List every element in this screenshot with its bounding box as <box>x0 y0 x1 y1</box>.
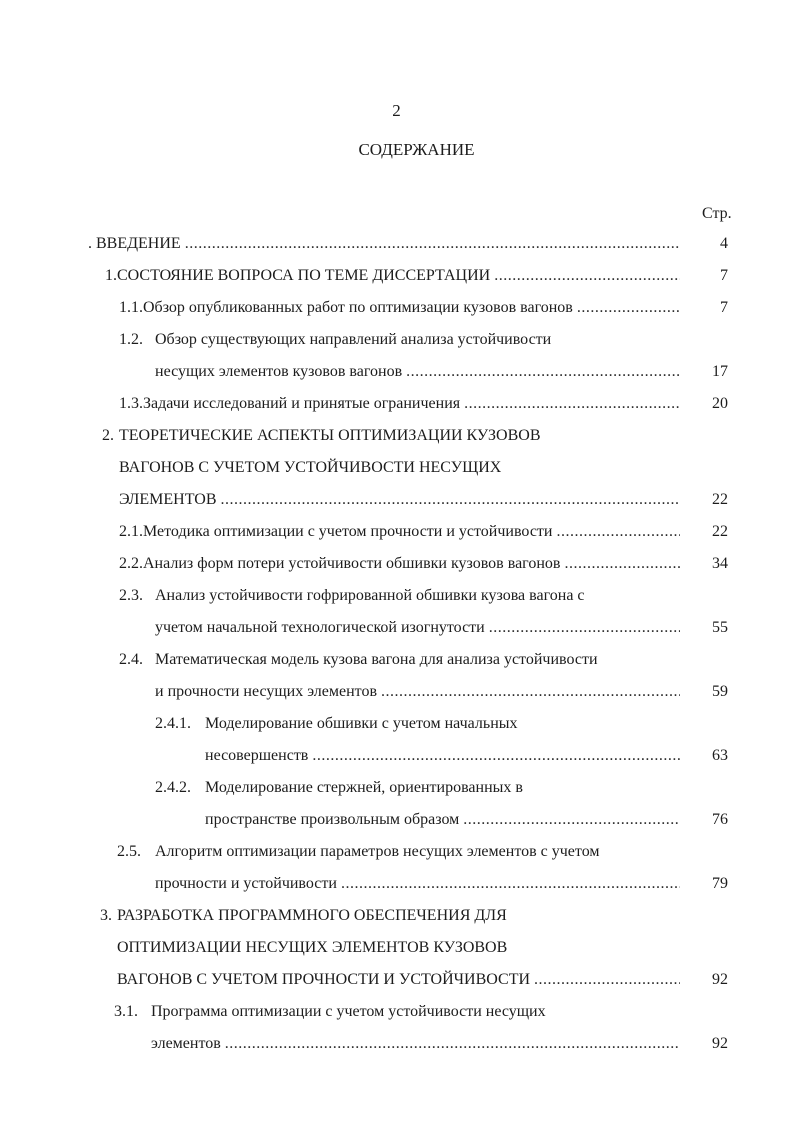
toc-entry-text: ОПТИМИЗАЦИИ НЕСУЩИХ ЭЛЕМЕНТОВ КУЗОВОВ <box>117 939 508 956</box>
toc-entry-section-3-1-cont <box>151 1033 680 1055</box>
toc-entry-number: 1.3. <box>119 395 143 412</box>
toc-entry-page: 76 <box>712 811 728 828</box>
toc-entry-section-2-5-cont <box>155 873 680 895</box>
toc-entry-number: 2.4. <box>119 651 143 668</box>
toc-entry-number: 1.1. <box>119 299 143 316</box>
toc-entry-chapter-2-cont2 <box>119 489 680 511</box>
toc-entry-page: 92 <box>712 971 728 988</box>
toc-entry-number: 2.1. <box>119 523 143 540</box>
toc-entry-text: Моделирование стержней, ориентированных в <box>205 779 523 796</box>
toc-entry-text: ВВЕДЕНИЕ <box>96 235 181 252</box>
toc-entry-text: элементов <box>151 1035 221 1052</box>
toc-entry-chapter-3 <box>100 905 680 927</box>
toc-entry-text: прочности и устойчивости <box>155 875 337 892</box>
toc-entry-number: 2.3. <box>119 587 143 604</box>
toc-entry-chapter-2-cont <box>119 457 680 479</box>
toc-entry-text: ЭЛЕМЕНТОВ <box>119 491 217 508</box>
toc-entry-number: 2.4.1. <box>155 715 191 732</box>
toc-entry-text: Алгоритм оптимизации параметров несущих элементов с учетом <box>155 843 600 860</box>
toc-leader-dots <box>564 553 680 575</box>
toc-entry-text: ВАГОНОВ С УЧЕТОМ ПРОЧНОСТИ И УСТОЙЧИВОСТИ <box>117 971 531 988</box>
toc-entry-number: 2.5. <box>117 843 141 860</box>
toc-leader-dots <box>185 233 680 255</box>
toc-entry-page: 4 <box>720 235 728 252</box>
toc-entry-section-2-4-1 <box>155 713 680 735</box>
toc-entry-chapter-2 <box>102 425 680 447</box>
toc-leader-dots <box>556 521 680 543</box>
toc-entry-section-2-2 <box>119 553 680 575</box>
toc-entry-text: Обзор существующих направлений анализа устойчивости <box>155 331 552 348</box>
toc-leader-dots <box>406 361 680 383</box>
toc-entry-number: 3.1. <box>114 1003 138 1020</box>
toc-entry-text: Обзор опубликованных работ по оптимизации кузовов вагонов <box>143 299 573 316</box>
toc-entry-text: учетом начальной технологической изогнутости <box>155 619 485 636</box>
toc-entry-section-2-5 <box>117 841 680 863</box>
toc-entry-section-2-3-cont <box>155 617 680 639</box>
toc-entry-text: Анализ форм потери устойчивости обшивки кузовов вагонов <box>143 555 561 572</box>
toc-entry-chapter-3-cont <box>117 937 680 959</box>
toc-entry-section-2-4 <box>119 649 680 671</box>
toc-leader-dots <box>489 617 680 639</box>
toc-entry-number: 2.4.2. <box>155 779 191 796</box>
toc-entry-page: 22 <box>712 491 728 508</box>
toc-entry-page: 63 <box>712 747 728 764</box>
page-column-label: Стр. <box>702 205 732 222</box>
toc-entry-introduction <box>88 233 680 255</box>
toc-entry-page: 55 <box>712 619 728 636</box>
toc-entry-section-2-1 <box>119 521 680 543</box>
toc-entry-text: Методика оптимизации с учетом прочности и устойчивости <box>143 523 553 540</box>
toc-leader-dots <box>464 393 680 415</box>
toc-leader-dots <box>225 1033 680 1055</box>
toc-entry-number: 3. <box>100 907 112 924</box>
toc-entry-section-2-4-2-cont <box>205 809 680 831</box>
toc-entry-section-1-2 <box>119 329 680 351</box>
toc-entry-number: 1. <box>105 267 117 284</box>
toc-entry-text: РАЗРАБОТКА ПРОГРАММНОГО ОБЕСПЕЧЕНИЯ ДЛЯ <box>117 907 507 924</box>
toc-leader-dots <box>312 745 680 767</box>
toc-leader-dots <box>463 809 680 831</box>
toc-entry-text: Программа оптимизации с учетом устойчивости несущих <box>151 1003 546 1020</box>
toc-entry-text: несовершенств <box>205 747 309 764</box>
toc-entry-number: 1.2. <box>119 331 143 348</box>
toc-entry-text: и прочности несущих элементов <box>155 683 377 700</box>
toc-leader-dots <box>577 297 680 319</box>
toc-entry-text: несущих элементов кузовов вагонов <box>155 363 403 380</box>
toc-leader-dots <box>534 969 680 991</box>
toc-entry-text: ВАГОНОВ С УЧЕТОМ УСТОЙЧИВОСТИ НЕСУЩИХ <box>119 459 502 476</box>
toc-entry-section-3-1 <box>114 1001 680 1023</box>
toc-entry-page: 7 <box>720 267 728 284</box>
toc-entry-prefix: . <box>88 235 96 252</box>
toc-entry-page: 79 <box>712 875 728 892</box>
toc-leader-dots <box>341 873 680 895</box>
toc-entry-section-2-3 <box>119 585 680 607</box>
toc-entry-section-1-1 <box>119 297 680 319</box>
toc-leader-dots <box>381 681 680 703</box>
toc-entry-page: 59 <box>712 683 728 700</box>
page-number: 2 <box>392 101 401 120</box>
toc-entry-section-1-2-cont <box>155 361 680 383</box>
toc-entry-text: Анализ устойчивости гофрированной обшивки кузова вагона с <box>155 587 585 604</box>
toc-entry-page: 34 <box>712 555 728 572</box>
toc-entry-section-1-3 <box>119 393 680 415</box>
toc-entry-text: ТЕОРЕТИЧЕСКИЕ АСПЕКТЫ ОПТИМИЗАЦИИ КУЗОВОВ <box>119 427 541 444</box>
toc-entry-section-2-4-2 <box>155 777 680 799</box>
toc-entry-chapter-1 <box>105 265 680 287</box>
toc-entry-text: Математическая модель кузова вагона для анализа устойчивости <box>155 651 598 668</box>
toc-entry-text: пространстве произвольным образом <box>205 811 460 828</box>
toc-entry-text: Задачи исследований и принятые ограничения <box>143 395 461 412</box>
toc-entry-page: 22 <box>712 523 728 540</box>
toc-entry-text: СОСТОЯНИЕ ВОПРОСА ПО ТЕМЕ ДИССЕРТАЦИИ <box>117 267 491 284</box>
toc-entry-page: 17 <box>712 363 728 380</box>
toc-entry-page: 92 <box>712 1035 728 1052</box>
toc-entry-number: 2. <box>102 427 114 444</box>
page-title: СОДЕРЖАНИЕ <box>358 140 475 159</box>
toc-entry-page: 20 <box>712 395 728 412</box>
toc-entry-text: Моделирование обшивки с учетом начальных <box>205 715 518 732</box>
toc-entry-page: 7 <box>720 299 728 316</box>
toc-entry-chapter-3-cont2 <box>117 969 680 991</box>
toc-leader-dots <box>221 489 680 511</box>
toc-entry-section-2-4-1-cont <box>205 745 680 767</box>
toc-entry-number: 2.2. <box>119 555 143 572</box>
toc-entry-section-2-4-cont <box>155 681 680 703</box>
toc-leader-dots <box>494 265 680 287</box>
